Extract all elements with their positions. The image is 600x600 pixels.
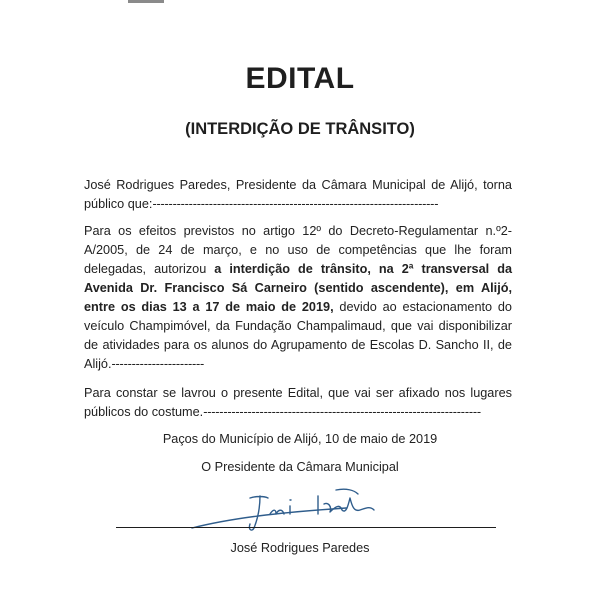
paragraph-announcement	[84, 176, 512, 214]
document-title: EDITAL	[245, 62, 355, 95]
announcement-text: José Rodrigues Paredes, Presidente da Câmara Municipal de Alijó, torna público que:	[84, 178, 512, 211]
signature-line	[116, 527, 496, 528]
posting-text: Para constar se lavrou o presente Edital, que vai ser afixado nos lugares públicos do costume.	[84, 386, 512, 419]
filler-dashes: -----------------------------------------------------------------------	[152, 197, 439, 211]
place-date: Paços do Município de Alijó, 10 de maio de 2019	[162, 432, 438, 446]
signer-name: José Rodrigues Paredes	[230, 541, 370, 555]
document-body	[84, 176, 512, 432]
authorization-rest: devido ao estacionamento do veículo Champimóvel, da Fundação Champalimaud, que vai disponibilizar de atividades para os alunos do Agrupamento de Escolas D. Sancho II, de Alijó.	[84, 300, 512, 371]
signer-role: O Presidente da Câmara Municipal	[201, 460, 399, 474]
document-subtitle: (INTERDIÇÃO DE TRÂNSITO)	[185, 120, 415, 138]
filler-dashes: -----------------------	[111, 357, 205, 371]
handwritten-signature	[186, 484, 426, 540]
paragraph-posting	[84, 384, 512, 422]
top-edge-mark	[128, 0, 164, 3]
authorization-intro: Para os efeitos previstos no artigo 12º do Decreto-Regulamentar n.º2-A/2005, de 24 de março, e no uso de competências que lhe foram delegadas, autorizou	[84, 224, 512, 276]
paragraph-authorization	[84, 222, 512, 374]
authorization-highlight: a interdição de trânsito, na 2ª transversal da Avenida Dr. Francisco Sá Carneiro (sentido ascendente), em Alijó, entre os dias 13 a 17 de maio de 2019,	[84, 262, 512, 314]
filler-dashes: ---------------------------------------------------------------------	[203, 405, 481, 419]
